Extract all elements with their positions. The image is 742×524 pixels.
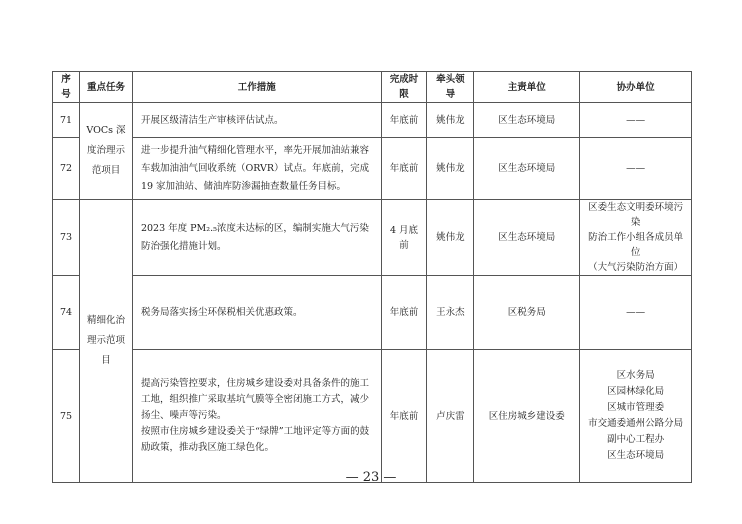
- leader: 姚伟龙: [427, 138, 474, 200]
- header-deadline: 完成时限: [381, 72, 427, 103]
- measure: 开展区级清洁生产审核评估试点。: [132, 103, 381, 138]
- lead-unit: 区生态环境局: [474, 103, 580, 138]
- leader: 王永杰: [427, 276, 474, 350]
- task-group: 精细化治理示范项目: [79, 200, 132, 483]
- deadline: 年底前: [381, 350, 427, 483]
- measure: 进一步提升油气精细化管理水平，率先开展加油站兼容车载加油油气回收系统（ORVR）试点。年底前，完成 19 家加油站、储油库防渗漏抽查数量任务目标。: [132, 138, 381, 200]
- assist-unit-line: 防治工作小组各成员单位: [588, 232, 684, 258]
- header-leader: 牵头领导: [427, 72, 474, 103]
- assist-unit-line: 区城市管理委: [607, 402, 665, 413]
- table-row: [53, 276, 692, 350]
- lead-unit: 区生态环境局: [474, 138, 580, 200]
- header-task: 重点任务: [79, 72, 132, 103]
- assist-unit-line: 区委生态文明委环境污染: [588, 202, 684, 228]
- page-number: — 23 —: [345, 470, 397, 485]
- work-measures-table: [52, 71, 692, 483]
- measure-paragraph: 按照市住房城乡建设委关于“绿牌”工地评定等方面的鼓励政策，推动我区施工绿色化。: [140, 426, 370, 453]
- deadline: 年底前: [381, 103, 427, 138]
- assist-unit-line: 区园林绿化局: [607, 386, 665, 397]
- lead-unit: 区生态环境局: [474, 200, 580, 276]
- assist-unit: ——: [580, 138, 692, 200]
- row-no: 74: [53, 276, 80, 350]
- table-row: [53, 200, 692, 276]
- measure: [132, 350, 381, 483]
- row-no: 75: [53, 350, 80, 483]
- deadline: 4 月底前: [381, 200, 427, 276]
- assist-unit-line: 区生态环境局: [607, 450, 665, 461]
- leader: 姚伟龙: [427, 200, 474, 276]
- assist-unit-line: 副中心工程办: [607, 434, 665, 445]
- table-row: [53, 103, 692, 138]
- table-header-row: [53, 72, 692, 103]
- measure-paragraph: 提高污染管控要求，住房城乡建设委对具备条件的施工工地，组织推广采取基坑气膜等全密闭施工方式，减少扬尘、噪声等污染。: [140, 378, 369, 421]
- row-no: 73: [53, 200, 80, 276]
- measure: 税务局落实扬尘环保税相关优惠政策。: [132, 276, 381, 350]
- assist-unit: [580, 350, 692, 483]
- leader: 卢庆雷: [427, 350, 474, 483]
- assist-unit: ——: [580, 103, 692, 138]
- deadline: 年底前: [381, 276, 427, 350]
- assist-unit-line: 市交通委通州公路分局: [588, 418, 684, 429]
- lead-unit: 区住房城乡建设委: [474, 350, 580, 483]
- row-no: 72: [53, 138, 80, 200]
- assist-unit-line: （大气污染防治方面）: [588, 262, 684, 273]
- header-measure: 工作措施: [132, 72, 381, 103]
- header-no: 序号: [53, 72, 80, 103]
- leader: 姚伟龙: [427, 103, 474, 138]
- task-group: VOCs 深度治理示范项目: [79, 103, 132, 200]
- table-row: [53, 138, 692, 200]
- lead-unit: 区税务局: [474, 276, 580, 350]
- header-assist-unit: 协办单位: [580, 72, 692, 103]
- assist-unit: ——: [580, 276, 692, 350]
- measure: 2023 年度 PM₂.₅浓度未达标的区，编制实施大气污染防治强化措施计划。: [132, 200, 381, 276]
- header-lead-unit: 主责单位: [474, 72, 580, 103]
- deadline: 年底前: [381, 138, 427, 200]
- row-no: 71: [53, 103, 80, 138]
- table-row: [53, 350, 692, 483]
- assist-unit-line: 区水务局: [616, 370, 655, 381]
- assist-unit: [580, 200, 692, 276]
